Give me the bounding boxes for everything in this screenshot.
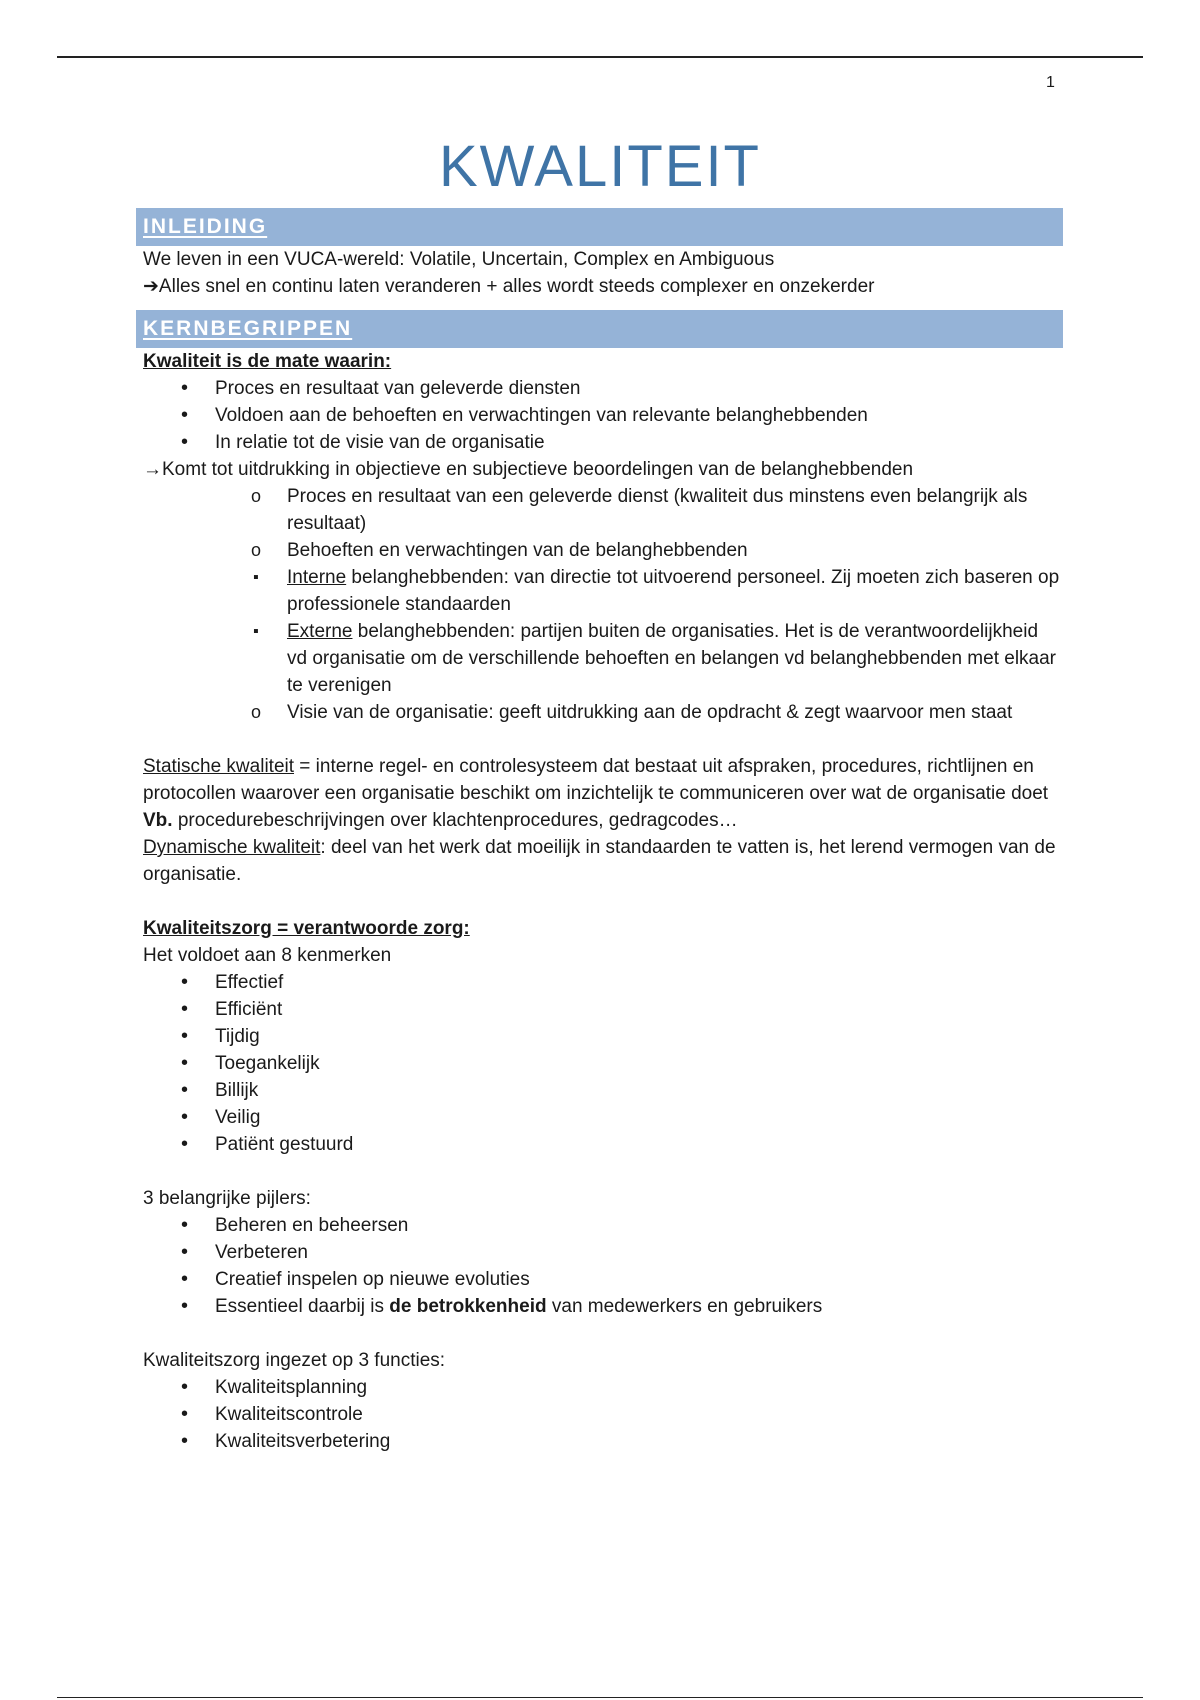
section-heading-inleiding (136, 208, 1063, 246)
arrow-icon: ➔ (143, 276, 159, 297)
paragraph: 3 belangrijke pijlers: (143, 1188, 311, 1209)
document-title: KWALITEIT (439, 134, 761, 199)
list-item: • Efficiënt (215, 996, 1063, 1023)
list-item: • Toegankelijk (215, 1050, 1063, 1077)
list-item: • Kwaliteitsverbetering (215, 1428, 1063, 1455)
list-item: • Beheren en beheersen (215, 1212, 1063, 1239)
list-item: • Verbeteren (215, 1239, 1063, 1266)
paragraph: Dynamische kwaliteit: deel van het werk dat moeilijk in standaarden te vatten is, het lerend vermogen van de organisatie. (143, 837, 1056, 885)
subheading: Kwaliteitszorg = verantwoorde zorg: (143, 918, 470, 939)
header-rule (57, 56, 1143, 58)
list-item: o Proces en resultaat van een geleverde dienst (kwaliteit dus minstens even belangrijk als resultaat) (287, 483, 1063, 537)
paragraph: Statische kwaliteit = interne regel- en controlesysteem dat bestaat uit afspraken, procedures, richtlijnen en protocollen waarover een organisatie beschikt om inzichtelijk te communiceren over wat de organisatie doet (143, 756, 1049, 804)
list-item: ▪ Interne belanghebbenden: van directie tot uitvoerend personeel. Zij moeten zich baseren op professionele standaarden (287, 564, 1063, 618)
bullet-list (143, 1374, 1063, 1455)
list-item: • Effectief (215, 969, 1063, 996)
list-item: • Kwaliteitscontrole (215, 1401, 1063, 1428)
paragraph: Het voldoet aan 8 kenmerken (143, 945, 392, 966)
section-heading-label: KERNBEGRIPPEN (143, 317, 353, 340)
list-item: • Proces en resultaat van geleverde diensten (215, 375, 1063, 402)
list-item: • Tijdig (215, 1023, 1063, 1050)
paragraph: Vb. procedurebeschrijvingen over klachtenprocedures, gedragcodes… (143, 810, 738, 831)
list-item: o Behoeften en verwachtingen van de belanghebbenden ▪ Interne belanghebbenden: van directie tot uitvoerend personeel. Zij moeten zich baseren op professionele standaarden ▪ Externe belanghebbenden: partijen buiten de organisaties. Het is de verantwoordelijkheid vd organisatie om de verschillende behoeften en belangen vd belanghebbenden met elkaar te verenigen (287, 537, 1063, 699)
page-number: 1 (1046, 74, 1055, 91)
section-heading-kernbegrippen (136, 310, 1063, 348)
paragraph: ➔Alles snel en continu laten veranderen + alles wordt steeds complexer en onzekerder (143, 276, 875, 297)
list-item: • Creatief inspelen op nieuwe evoluties (215, 1266, 1063, 1293)
sub-sub-list (215, 564, 1063, 699)
list-item: • Billijk (215, 1077, 1063, 1104)
list-item: o Visie van de organisatie: geeft uitdrukking aan de opdracht & zegt waarvoor men staat (287, 699, 1063, 726)
footer-rule (57, 1697, 1143, 1698)
list-item: • Voldoen aan de behoeften en verwachtingen van relevante belanghebbenden (215, 402, 1063, 429)
paragraph: We leven in een VUCA-wereld: Volatile, Uncertain, Complex en Ambiguous (143, 249, 775, 270)
list-item: • Veilig (215, 1104, 1063, 1131)
list-item: • Kwaliteitsplanning (215, 1374, 1063, 1401)
list-item: • In relatie tot de visie van de organisatie (215, 429, 1063, 456)
subheading: Kwaliteit is de mate waarin: (143, 351, 392, 372)
bullet-list (143, 375, 1063, 456)
paragraph: →Komt tot uitdrukking in objectieve en subjectieve beoordelingen van de belanghebbenden (143, 459, 914, 480)
paragraph: Kwaliteitszorg ingezet op 3 functies: (143, 1350, 446, 1371)
bullet-list (143, 969, 1063, 1158)
list-item: ▪ Externe belanghebbenden: partijen buiten de organisaties. Het is de verantwoordelijkheid vd organisatie om de verschillende behoeften en belangen vd belanghebbenden met elkaar te verenigen (287, 618, 1063, 699)
document-body (143, 208, 1063, 1455)
list-item: • Patiënt gestuurd (215, 1131, 1063, 1158)
sub-list (143, 483, 1063, 726)
section-heading-label: INLEIDING (143, 215, 268, 238)
bullet-list (143, 1212, 1063, 1320)
list-item: • Essentieel daarbij is de betrokkenheid van medewerkers en gebruikers (215, 1293, 1063, 1320)
